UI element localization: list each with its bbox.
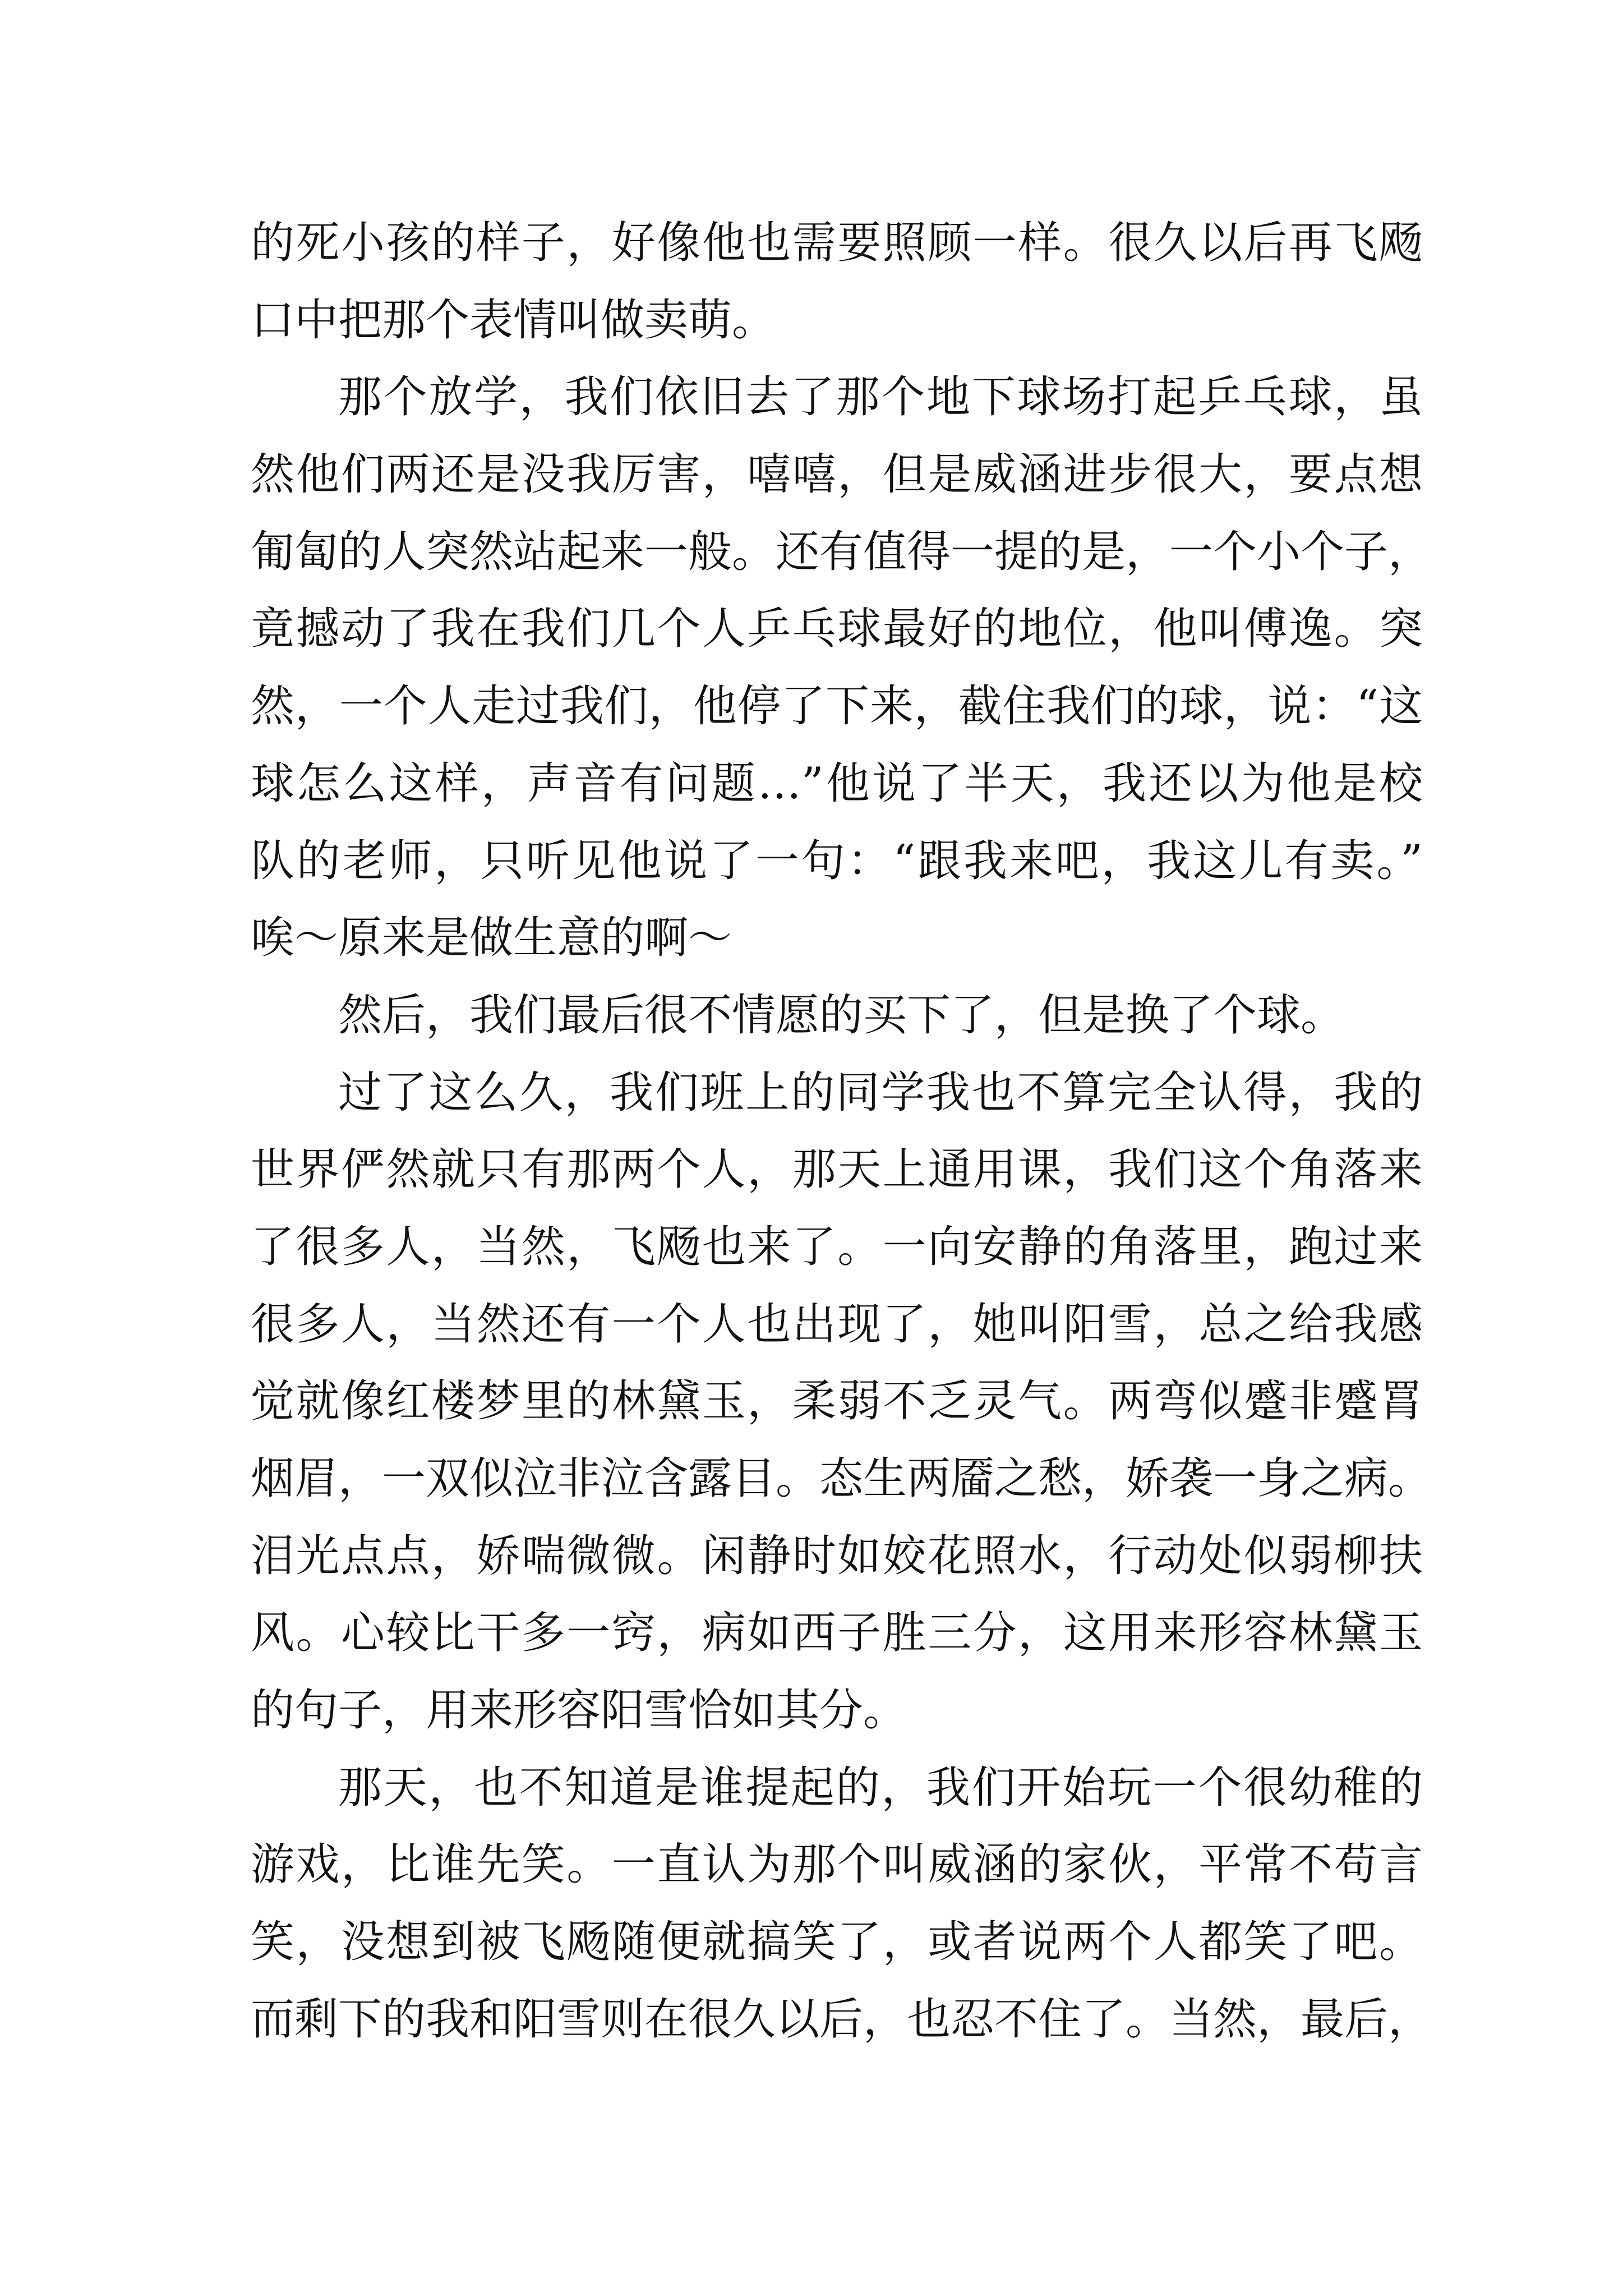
text-line: 竟撼动了我在我们几个人乒乓球最好的地位，他叫傅逸。突 [251, 604, 1423, 655]
text-line: 世界俨然就只有那两个人，那天上通用课，我们这个角落来 [251, 1144, 1423, 1195]
text-line: 口中把那个表情叫做卖萌。 [251, 295, 776, 346]
text-line: 过了这么久，我们班上的同学我也不算完全认得，我的 [338, 1067, 1423, 1118]
text-line: 那天，也不知道是谁提起的，我们开始玩一个很幼稚的 [338, 1762, 1423, 1813]
text-line: 的句子，用来形容阳雪恰如其分。 [251, 1685, 907, 1736]
text-line: 烟眉，一双似泣非泣含露目。态生两靥之愁，娇袭一身之病。 [251, 1453, 1432, 1504]
text-line: 唉～原来是做生意的啊～ [251, 913, 732, 964]
text-line: 泪光点点，娇喘微微。闲静时如姣花照水，行动处似弱柳扶 [251, 1530, 1423, 1581]
text-line: 觉就像红楼梦里的林黛玉，柔弱不乏灵气。两弯似蹙非蹙罥 [251, 1376, 1423, 1427]
text-line: 匍匐的人突然站起来一般。还有值得一提的是，一个小个子， [251, 526, 1432, 577]
text-line: 然他们两还是没我厉害，嘻嘻，但是威涵进步很大，要点想 [251, 449, 1423, 500]
text-line: 而剩下的我和阳雪则在很久以后，也忍不住了。当然，最后， [251, 1994, 1432, 2045]
text-line: 然后，我们最后很不情愿的买下了，但是换了个球。 [338, 990, 1345, 1041]
text-line: 那个放学，我们依旧去了那个地下球场打起乒乓球，虽 [338, 372, 1423, 423]
document-body [251, 205, 1432, 2059]
text-line: 的死小孩的样子，好像他也需要照顾一样。很久以后再飞飏 [251, 218, 1423, 268]
text-line: 游戏，比谁先笑。一直认为那个叫威涵的家伙，平常不苟言 [251, 1839, 1423, 1890]
text-line: 然，一个人走过我们，他停了下来，截住我们的球，说：“这 [251, 681, 1423, 732]
text-line: 了很多人，当然，飞飏也来了。一向安静的角落里，跑过来 [251, 1221, 1423, 1272]
text-line: 笑，没想到被飞飏随便就搞笑了，或者说两个人都笑了吧。 [251, 1917, 1423, 1968]
text-line: 队的老师，只听见他说了一句：“跟我来吧，我这儿有卖。” [251, 835, 1423, 886]
text-line: 很多人，当然还有一个人也出现了，她叫阳雪，总之给我感 [251, 1299, 1423, 1350]
text-line: 风。心较比干多一窍，病如西子胜三分，这用来形容林黛玉 [251, 1608, 1423, 1659]
text-line: 球怎么这样，声音有问题…”他说了半天，我还以为他是校 [251, 758, 1423, 809]
